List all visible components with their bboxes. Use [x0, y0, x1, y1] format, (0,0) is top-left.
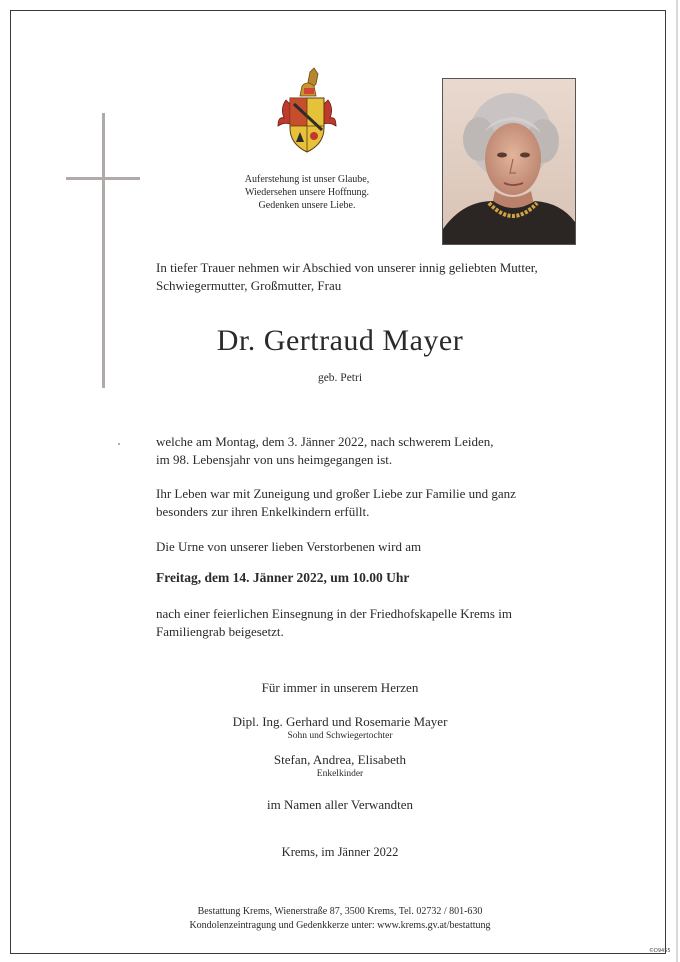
paragraph-line: im 98. Lebensjahr von uns heimgegangen ist. — [156, 452, 393, 467]
motto-line: Wiedersehen unsere Hoffnung. — [244, 187, 370, 198]
paragraph-line: welche am Montag, dem 3. Jänner 2022, nach schwerem Leiden, — [156, 434, 494, 449]
place-date: Krems, im Jänner 2022 — [281, 845, 399, 859]
paragraph-line: nach einer feierlichen Einsegnung in der Friedhofskapelle Krems im — [156, 606, 512, 621]
paragraph-line: Ihr Leben war mit Zuneigung und großer Liebe zur Familie und ganz — [156, 486, 516, 501]
cross-horizontal-bar — [66, 177, 140, 180]
mourner-relation: Sohn und Schwiegertochter — [287, 731, 393, 741]
print-code: ©D9455 — [649, 948, 671, 954]
mourner-relation: Enkelkinder — [316, 769, 364, 779]
maiden-name: geb. Petri — [317, 372, 363, 384]
scan-speck — [118, 443, 120, 445]
mourner-names: Stefan, Andrea, Elisabeth — [273, 752, 407, 767]
motto — [214, 173, 400, 212]
intro-line: In tiefer Trauer nehmen wir Abschied von unserer innig geliebten Mutter, — [156, 260, 538, 275]
urn-line: Die Urne von unserer lieben Verstorbenen wird am — [156, 539, 422, 554]
condolence-info: Kondolenzeintragung und Gedenkkerze unter: www.krems.gv.at/bestattung — [189, 920, 491, 931]
life-paragraph — [156, 485, 626, 521]
mourner-names: Dipl. Ing. Gerhard und Rosemarie Mayer — [232, 714, 448, 729]
coat-of-arms-icon — [274, 66, 340, 158]
paragraph-line: Familiengrab beigesetzt. — [156, 624, 284, 639]
funeral-home-address: Bestattung Krems, Wienerstraße 87, 3500 Krems, Tel. 02732 / 801-630 — [197, 906, 483, 917]
intro-text — [156, 259, 626, 295]
funeral-date: Freitag, dem 14. Jänner 2022, um 10.00 Uhr — [156, 570, 410, 585]
family-phrase: im Namen aller Verwandten — [267, 797, 413, 812]
deceased-name: Dr. Gertraud Mayer — [216, 324, 464, 357]
portrait-photo — [442, 78, 576, 245]
heart-phrase: Für immer in unserem Herzen — [261, 680, 419, 695]
death-paragraph — [156, 433, 626, 469]
burial-paragraph — [156, 605, 626, 641]
scan-edge — [676, 0, 678, 962]
intro-line: Schwiegermutter, Großmutter, Frau — [156, 278, 342, 293]
paragraph-line: besonders zur ihren Enkelkindern erfüllt. — [156, 504, 370, 519]
motto-line: Auferstehung ist unser Glaube, — [244, 174, 370, 185]
motto-line: Gedenken unsere Liebe. — [258, 200, 356, 211]
